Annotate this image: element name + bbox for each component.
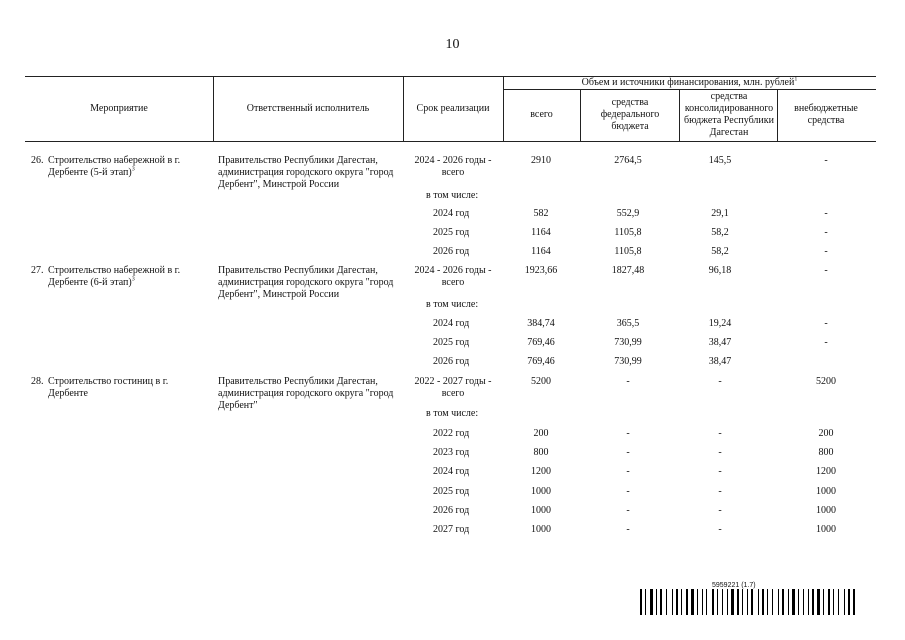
year-extra: 800: [818, 447, 834, 458]
entry-federal: -: [626, 376, 630, 387]
including-label: в том числе:: [426, 408, 479, 419]
header-extrabudget: внебюджетные средства: [794, 103, 858, 126]
year-label: 2027 год: [433, 524, 470, 535]
year-total: 1000: [531, 524, 551, 535]
entry-executor: Правительство Республики Дагестан, администрация городского округа "город Дербент", Минстрой России: [218, 265, 394, 300]
year-total: 200: [533, 428, 549, 439]
year-label: 2025 год: [433, 486, 470, 497]
year-total: 582: [533, 208, 549, 219]
including-label: в том числе:: [426, 299, 479, 310]
year-regional: 19,24: [708, 318, 732, 329]
entry-total: 1923,66: [524, 265, 558, 276]
entry-executor: Правительство Республики Дагестан, администрация городского округа "город Дербент": [218, 376, 394, 411]
entry-number: 27.: [31, 265, 44, 276]
year-extra: 200: [818, 428, 834, 439]
year-regional: 29,1: [711, 208, 729, 219]
year-label: 2025 год: [433, 227, 470, 238]
year-extra: -: [824, 246, 828, 257]
entry-number: 28.: [31, 376, 44, 387]
year-regional: -: [718, 447, 722, 458]
header-executor: Ответственный исполнитель: [246, 103, 370, 114]
year-federal: 552,9: [616, 208, 640, 219]
year-regional: -: [718, 466, 722, 477]
year-regional: -: [718, 428, 722, 439]
entry-number: 26.: [31, 155, 44, 166]
year-label: 2023 год: [433, 447, 470, 458]
year-total: 769,46: [527, 356, 555, 367]
entry-regional: 96,18: [708, 265, 732, 276]
year-label: 2026 год: [433, 356, 470, 367]
year-regional: -: [718, 505, 722, 516]
header-divider-4: [580, 89, 581, 141]
year-label: 2026 год: [433, 246, 470, 257]
entry-period: 2024 - 2026 годы - всего: [414, 265, 492, 288]
year-label: 2024 год: [433, 466, 470, 477]
year-extra: 1200: [816, 466, 836, 477]
year-federal: 365,5: [616, 318, 640, 329]
year-label: 2026 год: [433, 505, 470, 516]
year-total: 1000: [531, 486, 551, 497]
year-total: 1200: [531, 466, 551, 477]
header-regional: средства консолидированного бюджета Республики Дагестан: [684, 91, 774, 138]
year-federal: -: [626, 524, 630, 535]
year-label: 2024 год: [433, 208, 470, 219]
year-regional: -: [718, 524, 722, 535]
year-extra: -: [824, 208, 828, 219]
entry-executor: Правительство Республики Дагестан, администрация городского округа "город Дербент", Минстрой России: [218, 155, 394, 190]
year-federal: -: [626, 486, 630, 497]
year-federal: -: [626, 428, 630, 439]
year-federal: -: [626, 505, 630, 516]
header-financing-group: Объем и источники финансирования, млн. рублей$^1$: [581, 76, 798, 88]
year-federal: -: [626, 466, 630, 477]
year-federal: 1105,8: [614, 227, 642, 238]
entry-federal: 1827,48: [611, 265, 645, 276]
entry-federal: 2764,5: [614, 155, 642, 166]
year-regional: 58,2: [711, 227, 729, 238]
entry-title: Строительство набережной в г. Дербенте (6-й этап)$^3$: [48, 265, 181, 288]
header-total: всего: [530, 109, 553, 120]
entry-title: Строительство гостиниц в г. Дербенте: [48, 376, 169, 399]
entry-regional: -: [718, 376, 722, 387]
year-federal: -: [626, 447, 630, 458]
year-federal: 730,99: [614, 356, 642, 367]
year-regional: -: [718, 486, 722, 497]
entry-regional: 145,5: [708, 155, 732, 166]
entry-extra: -: [824, 155, 828, 166]
year-label: 2022 год: [433, 428, 470, 439]
year-total: 800: [533, 447, 549, 458]
entry-period: 2022 - 2027 годы - всего: [414, 376, 492, 399]
year-label: 2024 год: [433, 318, 470, 329]
including-label: в том числе:: [426, 190, 479, 201]
header-bottom-rule: [25, 141, 876, 142]
year-label: 2025 год: [433, 337, 470, 348]
entry-extra: 5200: [816, 376, 836, 387]
year-extra: 1000: [816, 486, 836, 497]
entry-total: 2910: [531, 155, 551, 166]
header-period: Срок реализации: [416, 103, 490, 114]
year-total: 1000: [531, 505, 551, 516]
page-number: 10: [445, 37, 460, 52]
year-extra: 1000: [816, 505, 836, 516]
entry-period: 2024 - 2026 годы - всего: [414, 155, 492, 178]
year-regional: 38,47: [708, 337, 732, 348]
year-total: 384,74: [527, 318, 555, 329]
header-event: Мероприятие: [90, 103, 148, 114]
year-total: 1164: [531, 246, 551, 257]
year-regional: 58,2: [711, 246, 729, 257]
barcode-icon: [640, 589, 858, 615]
document-code: 5959221 (1.7): [712, 582, 756, 589]
year-extra: -: [824, 318, 828, 329]
entry-extra: -: [824, 265, 828, 276]
entry-total: 5200: [531, 376, 551, 387]
year-total: 769,46: [527, 337, 555, 348]
entry-title: Строительство набережной в г. Дербенте (5-й этап)$^3$: [48, 155, 181, 178]
year-federal: 730,99: [614, 337, 642, 348]
year-extra: 1000: [816, 524, 836, 535]
header-federal: средства федерального бюджета: [600, 97, 660, 132]
year-extra: -: [824, 337, 828, 348]
year-extra: -: [824, 227, 828, 238]
year-total: 1164: [531, 227, 551, 238]
year-regional: 38,47: [708, 356, 732, 367]
year-federal: 1105,8: [614, 246, 642, 257]
financing-group-rule: [503, 89, 876, 90]
